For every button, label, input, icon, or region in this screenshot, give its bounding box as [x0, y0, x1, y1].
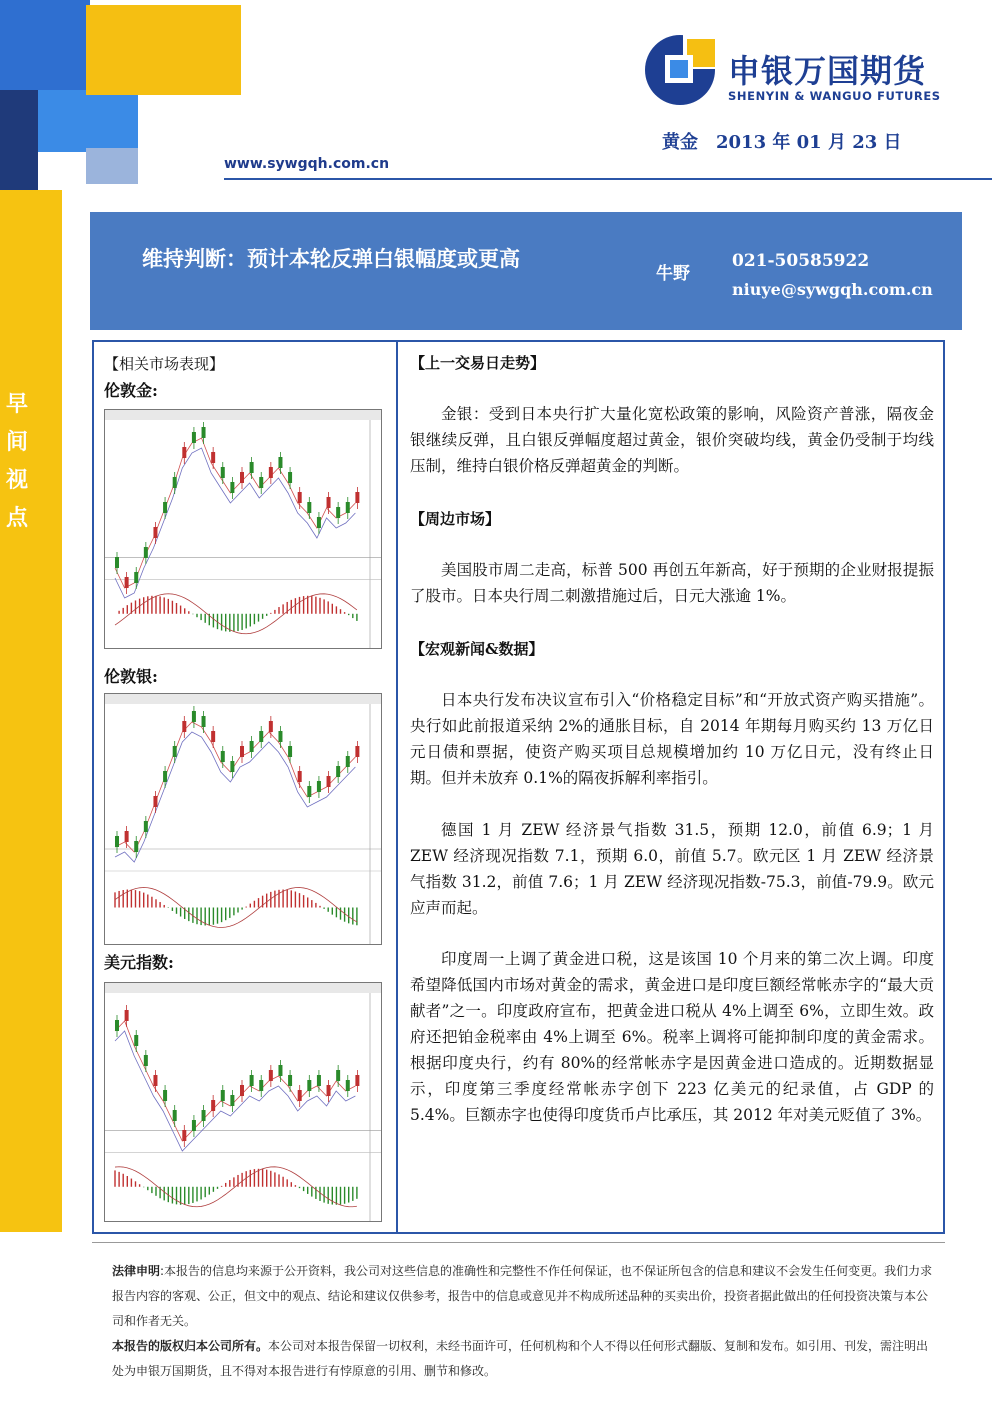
legal-text: :本报告的信息均来源于公开资料，我公司对这些信息的准确性和完整性不作任何保证，也不保证所包含的信息和建议不会发生任何变更。我们力求报告内容的客观、公正，但文中的观点、结论和建议仅供参考，报告中的信息或意见并不构成所述品种的买卖出价，投资者据此做出的任何投资决策与本公司和作者无关。	[112, 1264, 933, 1328]
header-deco-stripe	[86, 148, 138, 184]
company-name-en: SHENYIN & WANGUO FUTURES	[728, 89, 941, 103]
paragraph-macro-boj: 日本央行发布决议宣布引入“价格稳定目标”和“开放式资产购买措施”。央行如此前报道采纳 2%的通胀目标，自 2014 年期每月购买约 13 万亿日元日债和票据，使资产购买项目总规模增加约 10 万亿日元，没有终止日期。但并未放弃 0.1%的隔夜拆解利率指引。	[410, 691, 934, 787]
section-heading-macro: 【宏观新闻&数据】	[410, 640, 544, 658]
silver-kline-icon	[105, 694, 381, 944]
legal-disclaimer	[112, 1259, 934, 1384]
silver-chart-image	[104, 693, 382, 945]
copyright-text: 本公司对本报告保留一切权利，未经书面许可，任何机构和个人不得以任何形式翻版、复制和发布。如引用、刊发，需注明出处为申银万国期货，且不得对本报告进行有悖原意的引用、删节和修改。	[112, 1339, 929, 1378]
market-heading: 【相关市场表现】	[104, 355, 225, 373]
legal-statement	[112, 1259, 934, 1334]
copyright-statement	[112, 1334, 934, 1384]
legal-title: 法律申明	[112, 1264, 161, 1278]
section-heading-markets: 【周边市场】	[410, 510, 501, 528]
side-bar	[0, 190, 62, 1232]
header-deco-blue	[0, 0, 90, 90]
paragraph-macro-zew: 德国 1 月 ZEW 经济景气指数 31.5，预期 12.0，前值 6.9；1 月 ZEW 经济现况指数 7.1，预期 6.0，前值 5.7。欧元区 1 月 ZEW 经济景气指数 31.2，前值 7.6；1 月 ZEW 经济现况指数-75.3，前值-79.9。欧元应声而起。	[410, 821, 934, 917]
paragraph-macro-india: 印度周一上调了黄金进口税，这是该国 10 个月来的第二次上调。印度希望降低国内市场对黄金的需求，黄金进口是印度巨额经常帐赤字的“最大贡献者”之一。印度政府宣布，把黄金进口税从 4%上调至 6%，立即生效。政府还把铂金税率由 4%上调至 6%。税率上调将可能抑制印度的黄金需求。根据印度央行，约有 80%的经常帐赤字是因黄金进口造成的。近期数据显示，印度第三季度经常帐赤字创下 223 亿美元的纪录值，占 GDP 的 5.4%。巨额赤字也使得印度货币卢比承压，其 2012 年对美元贬值了 3%。	[410, 950, 934, 1124]
header-deco-yellow	[86, 5, 241, 95]
column-divider	[396, 340, 398, 1234]
website-link[interactable]: www.sywgqh.com.cn	[224, 156, 390, 172]
dollar-index-chart-image	[104, 982, 382, 1222]
chart-label-silver: 伦敦银:	[104, 667, 158, 686]
author-email[interactable]: niuye@sywgqh.com.cn	[732, 280, 933, 299]
report-date: 黄金 2013 年 01 月 23 日	[662, 132, 902, 153]
paragraph-prev-day: 金银：受到日本央行扩大量化宽松政策的影响，风险资产普涨，隔夜金银继续反弹，且白银反弹幅度超过黄金，银价突破均线，黄金仍受制于均线压制，维持白银价格反弹超黄金的判断。	[410, 405, 934, 475]
section-heading-prev-day: 【上一交易日走势】	[410, 354, 546, 372]
chart-label-gold: 伦敦金:	[104, 381, 158, 400]
author-name: 牛野	[656, 264, 690, 284]
copyright-title: 本报告的版权归本公司所有。	[112, 1339, 269, 1353]
company-name-cn: 申银万国期货	[728, 52, 927, 90]
gold-chart-image	[104, 409, 382, 649]
dollar-kline-icon	[105, 983, 381, 1221]
author-phone: 021-50585922	[732, 251, 870, 271]
paragraph-markets: 美国股市周二走高，标普 500 再创五年新高，好于预期的企业财报提振了股市。日本央行周二刺激措施过后，日元大涨逾 1%。	[410, 561, 934, 605]
report-title: 维持判断：预计本轮反弹白银幅度或更高	[142, 246, 520, 271]
chart-label-dollar-index: 美元指数:	[104, 953, 174, 972]
company-logo-icon	[643, 33, 717, 107]
side-label: 早 间 视 点	[5, 391, 28, 531]
footer-rule	[92, 1242, 945, 1243]
header-rule	[224, 178, 992, 180]
gold-kline-icon	[105, 410, 381, 648]
